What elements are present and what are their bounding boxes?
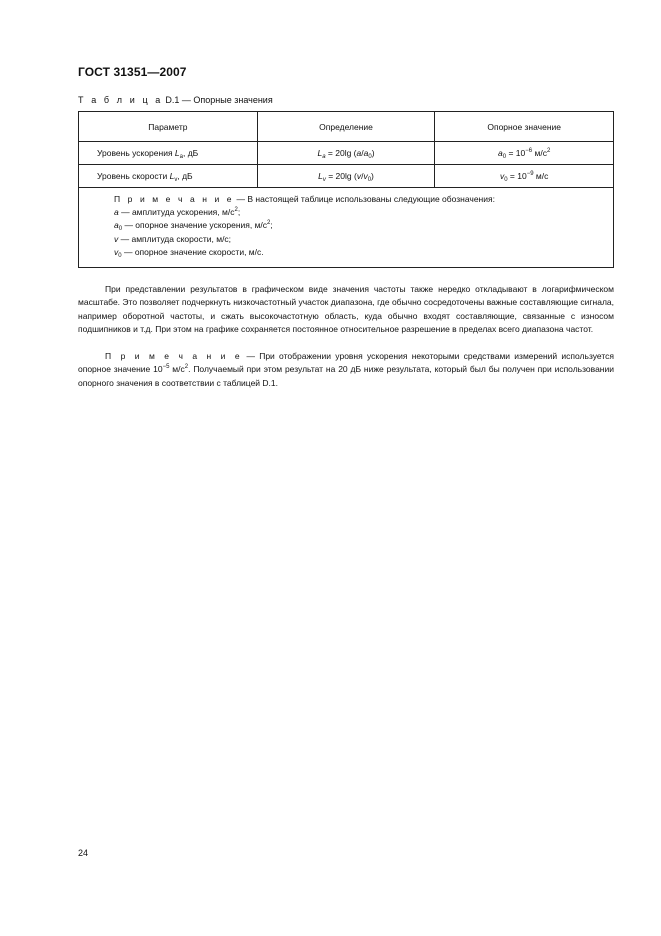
table-row <box>79 165 614 188</box>
note-item: a — амплитуда ускорения, $м/с^2$; <box>114 207 241 218</box>
note-item: $v_0$ — опорное значение скорости, м/с. <box>114 246 264 259</box>
table-row <box>79 142 614 165</box>
column-header-reference-value: Опорное значение <box>435 112 614 142</box>
row-definition-cell: $L_v = 20\lg$ $(v/v_0)$ <box>257 165 435 188</box>
body-paragraph: При представлении результатов в графическом виде значения частоты также нередко откладывают в логарифмическом масштабе. Это позволяет подчеркнуть низкочастотный участок диапазона, где обычно сосредоточены важные составляющие сигнала, например оборотной частоты, и сжать высокочастотную область, куда обычно входят составляющие, связанные с износом подшипников и т.д. При этом на графике сохраняется постоянное относительное разрешение в пределах всего диапазона частот. <box>78 284 614 334</box>
row-parameter-cell: Уровень ускорения $L_a$, дБ <box>79 142 258 165</box>
page-number: 24 <box>78 848 89 858</box>
note-item: v — амплитуда скорости, м/с; <box>114 233 232 244</box>
table-caption-text: D.1 — Опорные значения <box>162 95 273 105</box>
row-reference-cell: $a_0 = 10^{-6}$ $м/с^2$ <box>435 142 614 165</box>
note-item: $a_0$ — опорное значение ускорения, $м/с^2$; <box>114 220 273 233</box>
table-note-cell <box>79 188 614 268</box>
table-header-row <box>79 112 614 142</box>
row-reference-cell: $v_0 = 10^{-9}$ м/с <box>435 165 614 188</box>
column-header-parameter: Параметр <box>79 112 258 142</box>
body-note-paragraph: П р и м е ч а н и е — При отображении уровня ускорения некоторыми средствами измерений используется опорное значение $10^{-5}$ $м/с^2$. Получаемый при этом результат на 20 дБ ниже результата, который был бы получен при использовании опорного значения в соответствии с таблицей D.1. <box>78 351 614 388</box>
table-caption <box>78 95 273 105</box>
document-code: ГОСТ 31351—2007 <box>78 65 187 79</box>
table-note-intro: П р и м е ч а н и е — В настоящей таблице использованы следующие обозначения: <box>114 194 495 204</box>
table-note-row <box>79 188 614 268</box>
row-parameter-cell: Уровень скорости $L_v$, дБ <box>79 165 258 188</box>
row-definition-cell: $L_a = 20\lg$ $(a/a_0)$ <box>257 142 435 165</box>
table-caption-label: Т а б л и ц а <box>78 95 163 105</box>
column-header-definition: Определение <box>257 112 435 142</box>
note-label: П р и м е ч а н и е <box>105 351 243 361</box>
reference-values-table <box>78 111 614 268</box>
